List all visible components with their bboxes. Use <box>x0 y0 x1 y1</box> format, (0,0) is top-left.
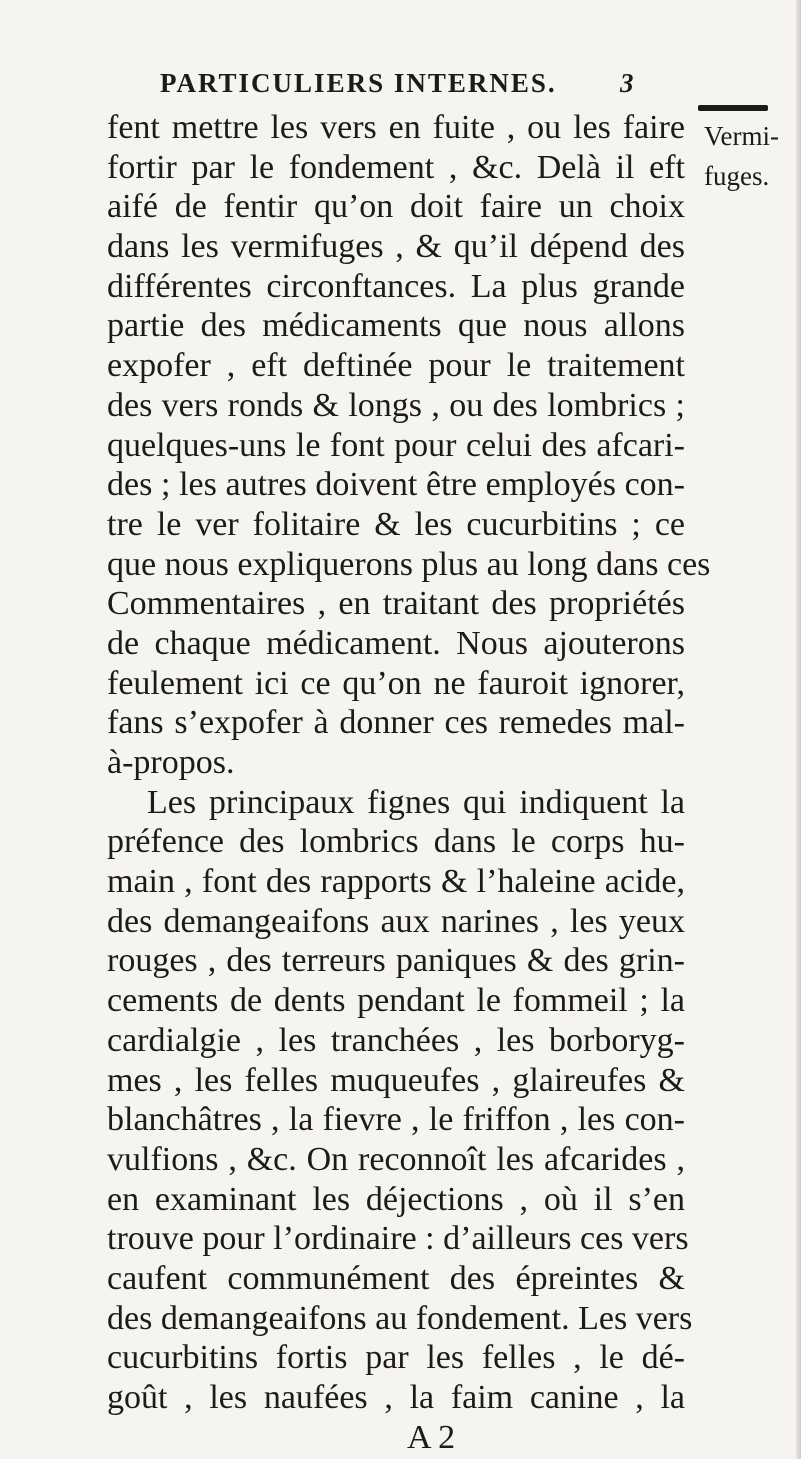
text-line: Les principaux fignes qui indiquent la <box>147 783 685 821</box>
text-line: fortir par le fondement , &c. Delà il eft <box>107 148 685 186</box>
text-line: fent mettre les vers en fuite , ou les faire <box>107 109 685 146</box>
text-line: mes , les felles muqueufes , glaireufes & <box>107 1061 685 1099</box>
text-line: expofer , eft deftinée pour le traitement <box>107 347 685 385</box>
text-line: de chaque médicament. Nous ajouterons <box>107 624 685 662</box>
text-line: vulfions , &c. On reconnoît les afcarides , <box>107 1140 685 1178</box>
body-text <box>107 108 711 1457</box>
text-line: cements de dents pendant le fommeil ; la <box>107 982 685 1020</box>
text-line: préfence des lombrics dans le corps hu- <box>107 823 685 861</box>
running-title: PARTICULIERS INTERNES. <box>160 68 557 98</box>
text-line: différentes circonftances. La plus grande <box>107 267 685 305</box>
text-line: aifé de fentir qu’on doit faire un choix <box>107 188 685 226</box>
text-line: main , font des rapports & l’haleine acide, <box>107 863 685 901</box>
text-line: des ; les autres doivent être employés con- <box>107 466 685 504</box>
text-line: des demangeaifons aux narines , les yeux <box>107 902 685 940</box>
text-line: en examinant les déjections , où il s’en <box>107 1180 685 1218</box>
text-line: partie des médicaments que nous allons <box>107 307 685 345</box>
text-line: tre le ver folitaire & les cucurbitins ; ce <box>107 505 685 543</box>
text-line: à-propos. <box>107 744 235 781</box>
signature-mark: A 2 <box>407 1418 456 1456</box>
text-line: feulement ici ce qu’on ne fauroit ignorer, <box>107 664 685 702</box>
text-line: fans s’expofer à donner ces remedes mal- <box>107 704 685 742</box>
text-line: trouve pour l’ordinaire : d’ailleurs ces vers <box>107 1220 689 1258</box>
text-line: des vers ronds & longs , ou des lombrics ; <box>107 386 685 424</box>
margin-note-line: fuges. <box>704 161 770 191</box>
text-line: des demangeaifons au fondement. Les vers <box>107 1299 693 1337</box>
page-number: 3 <box>620 68 636 98</box>
text-line: dans les vermifuges , & qu’il dépend des <box>107 228 685 266</box>
margin-note <box>704 116 794 196</box>
text-line: goût , les naufées , la faim canine , la <box>107 1379 685 1416</box>
text-line: caufent communément des épreintes & <box>107 1259 685 1297</box>
text-line: cucurbitins fortis par les felles , le dé- <box>107 1339 685 1377</box>
running-header <box>160 68 636 100</box>
margin-note-line: Vermi- <box>704 121 779 151</box>
page-edge <box>796 0 801 1459</box>
text-line: que nous expliquerons plus au long dans ces <box>107 545 711 583</box>
margin-rule <box>698 105 768 111</box>
text-line: rouges , des terreurs paniques & des grin- <box>107 942 685 980</box>
text-line: cardialgie , les tranchées , les borboryg- <box>107 1021 685 1059</box>
text-line: Commentaires , en traitant des propriétés <box>107 585 685 623</box>
text-line: quelques-uns le font pour celui des afcari- <box>107 426 685 464</box>
text-line: blanchâtres , la fievre , le friffon , les con- <box>107 1101 685 1139</box>
